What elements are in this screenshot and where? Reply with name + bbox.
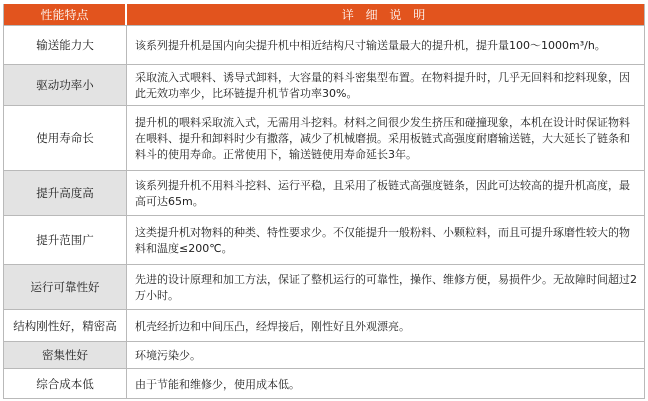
detail-cell: 提升机的喂料采取流入式，无需用斗挖料。材料之间很少发生挤压和碰撞现象，本机在设计时保证物料在喂料、提升和卸料时少有撒落，减少了机械磨损。采用板链式高强度耐磨输送链，大大延长了链条和料斗的使用寿命。正常使用下，输送链使用寿命延长3年。 bbox=[135, 116, 630, 161]
table-row bbox=[4, 368, 644, 398]
table-row bbox=[4, 215, 644, 264]
detail-cell: 这类提升机对物料的种类、特性要求少。不仅能提升一般粉料、小颗粒料，而且可提升琢磨性较大的物料和温度≤200℃。 bbox=[135, 226, 630, 255]
table-row bbox=[4, 170, 644, 215]
header-detail: 详 细 说 明 bbox=[127, 4, 644, 25]
table-row bbox=[4, 64, 644, 105]
detail-cell: 机壳经折边和中间压凸，经焊接后，刚性好且外观漂亮。 bbox=[135, 319, 410, 333]
feature-cell: 密集性好 bbox=[4, 342, 127, 368]
detail-cell: 环境污染少。 bbox=[135, 349, 201, 362]
table-header bbox=[4, 4, 644, 25]
feature-cell: 综合成本低 bbox=[4, 369, 127, 398]
detail-cell: 先进的设计原理和加工方法，保证了整机运行的可靠性，操作、维修方便，易损件少。无故障时间超过2万小时。 bbox=[135, 273, 637, 302]
feature-table bbox=[3, 4, 645, 399]
table-row bbox=[4, 341, 644, 368]
detail-cell: 该系列提升机是国内向尖提升机中相近结构尺寸输送量最大的提升机，提升量100～1000m³/h。 bbox=[135, 39, 606, 52]
feature-cell: 运行可靠性好 bbox=[4, 265, 127, 309]
detail-cell: 该系列提升机不用料斗挖料、运行平稳，且采用了板链式高强度链条，因此可达较高的提升机高度，最高可达65m。 bbox=[135, 179, 630, 208]
header-feature: 性能特点 bbox=[4, 4, 127, 25]
table-row bbox=[4, 309, 644, 341]
table-row bbox=[4, 25, 644, 64]
feature-cell: 提升高度高 bbox=[4, 171, 127, 215]
feature-cell: 结构刚性好，精密高 bbox=[4, 310, 127, 341]
detail-cell: 由于节能和维修少，使用成本低。 bbox=[135, 377, 300, 391]
detail-cell: 采取流入式喂料、诱导式卸料，大容量的料斗密集型布置。在物料提升时，几乎无回料和挖料现象，因此无效功率少，比环链提升机节省功率30%。 bbox=[135, 71, 630, 100]
feature-cell: 提升范围广 bbox=[4, 216, 127, 264]
feature-cell: 使用寿命长 bbox=[4, 106, 127, 170]
feature-cell: 驱动功率小 bbox=[4, 65, 127, 105]
table-row bbox=[4, 105, 644, 170]
feature-cell: 输送能力大 bbox=[4, 26, 127, 64]
table-row bbox=[4, 264, 644, 309]
